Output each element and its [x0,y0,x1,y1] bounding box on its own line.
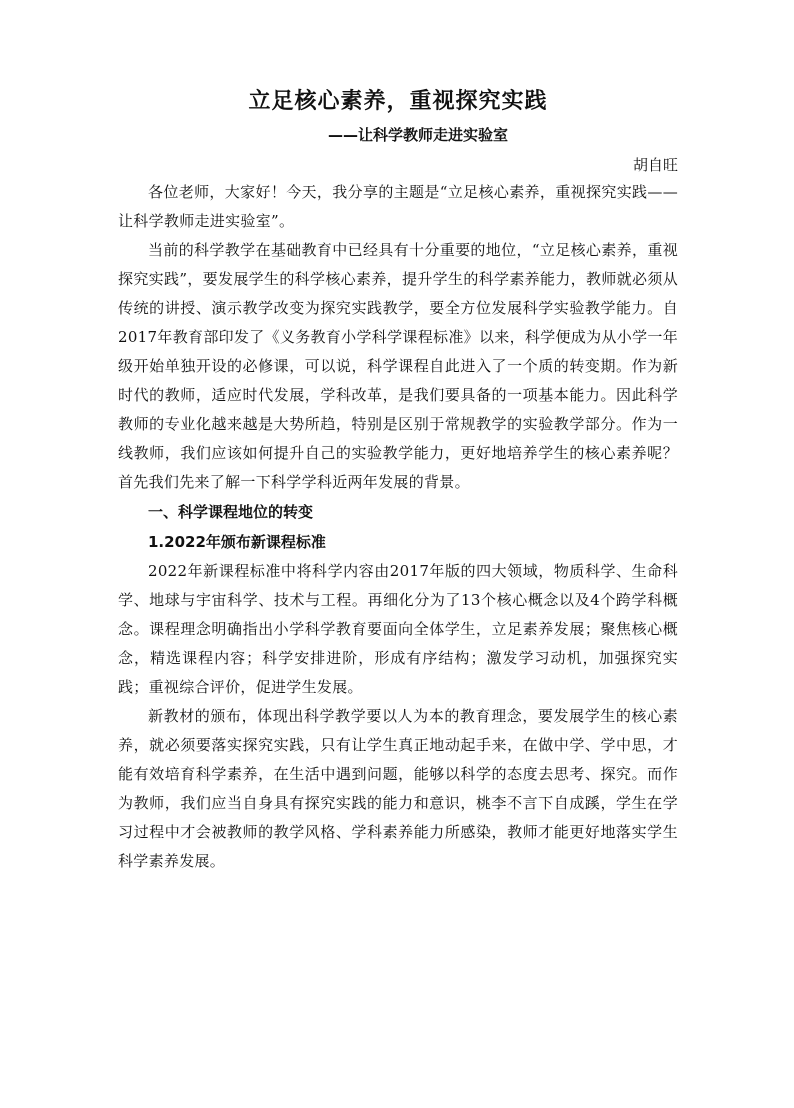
document-title: 立足核心素养，重视探究实践 [248,89,548,114]
paragraph-background: 当前的科学教学在基础教育中已经具有十分重要的地位，“立足核心素养，重视探究实践”，要发展学生的科学核心素养，提升学生的科学素养能力，教师就必须从传统的讲授、演示教学改变为探究实践教学，要全方位发展科学实验教学能力。自2017年教育部印发了《义务教育小学科学课程标准》以来，科学便成为从小学一年级开始单独开设的必修课，可以说，科学课程自此进入了一个质的转变期。作为新时代的教师，适应时代发展，学科改革，是我们要具备的一项基本能力。因此科学教师的专业化越来越是大势所趋，特别是区别于常规教学的实验教学部分。作为一线教师，我们应该如何提升自己的实验教学能力，更好地培养学生的核心素养呢？首先我们先来了解一下科学学科近两年发展的背景。 [118,241,678,491]
paragraph-greeting: 各位老师，大家好！今天，我分享的主题是“立足核心素养，重视探究实践——让科学教师走进实验室”。 [118,183,678,230]
document-subtitle: ——让科学教师走进实验室 [327,126,508,144]
document-page [118,84,678,876]
subsection-heading: 1.2022年颁布新课程标准 [148,533,326,551]
paragraph-new-textbook: 新教材的颁布，体现出科学教学要以人为本的教育理念，要发展学生的核心素养，就必须要落实探究实践，只有让学生真正地动起手来，在做中学、学中思，才能有效培育科学素养，在生活中遇到问题，能够以科学的态度去思考、探究。而作为教师，我们应当自身具有探究实践的能力和意识，桃李不言下自成蹊，学生在学习过程中才会被教师的教学风格、学科素养能力所感染，教师才能更好地落实学生科学素养发展。 [118,707,678,870]
section-heading: 一、科学课程地位的转变 [148,503,314,521]
author-name: 胡自旺 [632,156,678,174]
paragraph-curriculum: 2022年新课程标准中将科学内容由2017年版的四大领域，物质科学、生命科学、地球与宇宙科学、技术与工程。再细化分为了13个核心概念以及4个跨学科概念。课程理念明确指出小学科学教育要面向全体学生，立足素养发展；聚焦核心概念，精选课程内容；科学安排进阶，形成有序结构；激发学习动机，加强探究实践；重视综合评价，促进学生发展。 [118,562,678,696]
